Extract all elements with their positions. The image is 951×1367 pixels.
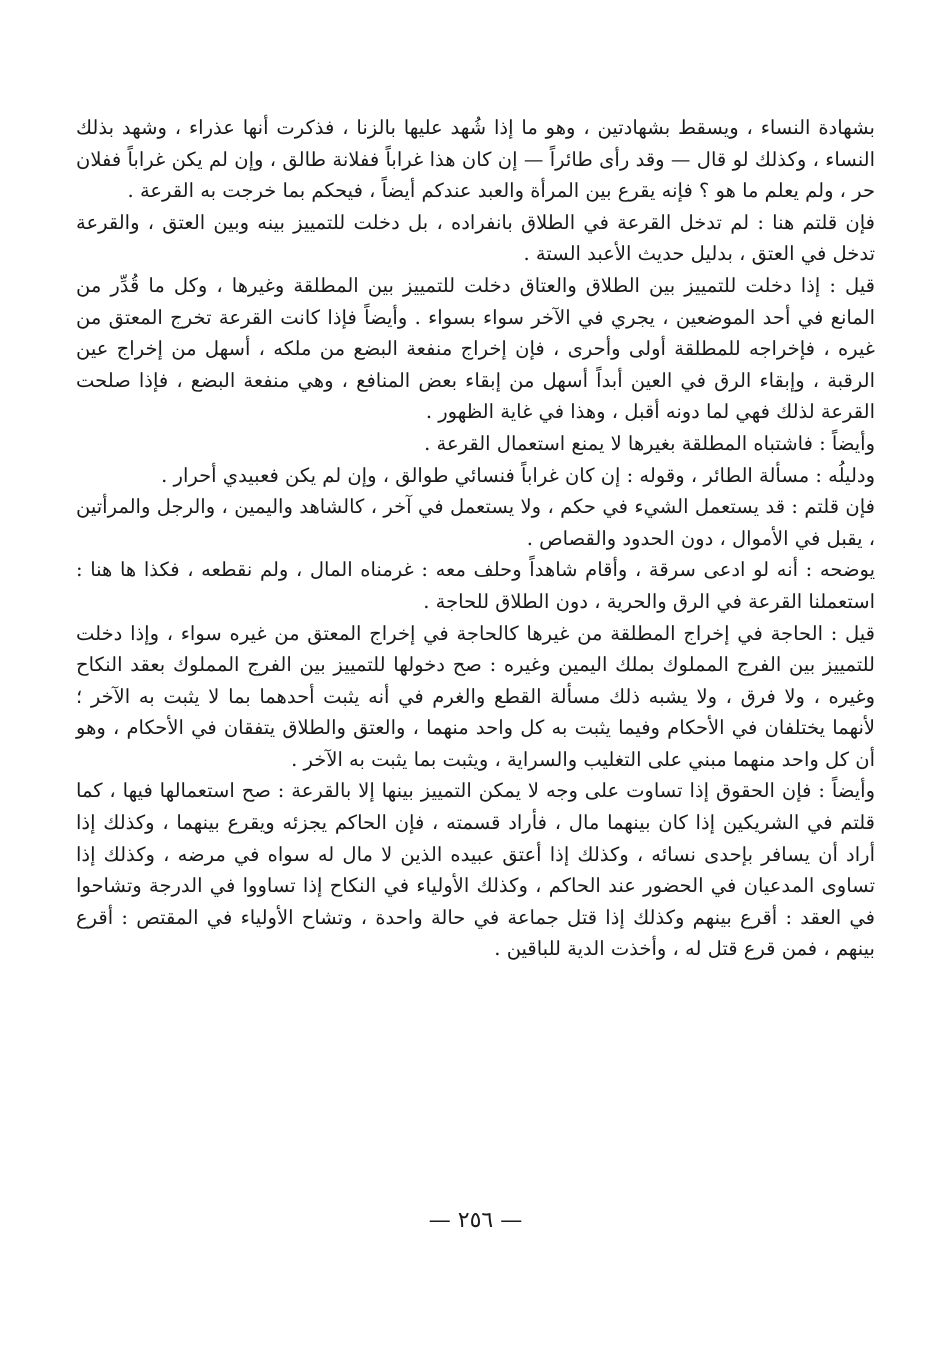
page-number: — ٢٥٦ — [428,1208,523,1233]
body-text [76,112,875,965]
paragraph-4: وأيضاً : فاشتباه المطلقة بغيرها لا يمنع استعمال القرعة . [424,431,875,455]
paragraph-3: قيل : إذا دخلت للتمييز بين الطلاق والعتاق دخلت للتمييز بين المطلقة وغيرها ، وكل ما قُدِّر من المانع في أحد الموضعين ، يجري في الآخر سواء بسواء . وأيضاً فإذا كانت القرعة تخرج المعتق من غيره ، فإخراجه للمطلقة أولى وأحرى ، فإن إخراج منفعة البضع من ملكه ، أسهل من إخراج عين الرقبة ، وإبقاء الرق في العين أبداً أسهل من إبقاء بعض المنافع ، وهي منفعة البضع ، فإذا صلحت القرعة لذلك فهي لما دونه أقبل ، وهذا في غاية الظهور . [76,273,875,424]
paragraph-2: فإن قلتم هنا : لم تدخل القرعة في الطلاق بانفراده ، بل دخلت للتمييز بينه وبين العتق ، والقرعة تدخل في العتق ، بدليل حديث الأعبد الستة . [76,210,875,266]
paragraph-6: فإن قلتم : قد يستعمل الشيء في حكم ، ولا يستعمل في آخر ، كالشاهد واليمين ، والرجل والمرأتين ، يقبل في الأموال ، دون الحدود والقصاص . [76,495,875,550]
paragraph-8: قيل : الحاجة في إخراج المطلقة من غيرها كالحاجة في إخراج المعتق من غيره سواء ، وإذا دخلت للتمييز بين الفرج المملوك بملك اليمين وغيره : صح دخولها للتمييز بين الفرج المملوك بعقد النكاح وغيره ، ولا فرق ، ولا يشبه ذلك مسألة القطع والغرم في أنه يثبت أحدهما بما لا يثبت به الآخر ؛ لأنهما يختلفان في الأحكام وفيما يثبت به كل واحد منهما ، والعتق والطلاق يتفقان في الأحكام ، وهو أن كل واحد منهما مبني على التغليب والسراية ، ويثبت بما يثبت به الآخر . [76,621,875,771]
paragraph-1: بشهادة النساء ، ويسقط بشهادتين ، وهو ما إذا شُهد عليها بالزنا ، فذكرت أنها عذراء ، وشهد بذلك النساء ، وكذلك لو قال — وقد رأى طائراً — إن كان هذا غراباً ففلانة طالق ، وإن لم يكن غراباً ففلان حر ، ولم يعلم ما هو ؟ فإنه يقرع بين المرأة والعبد عندكم أيضاً ، فيحكم بما خرجت به القرعة . [76,116,875,203]
paragraph-9: وأيضاً : فإن الحقوق إذا تساوت على وجه لا يمكن التمييز بينها إلا بالقرعة : صح استعمالها فيها ، كما قلتم في الشريكين إذا كان بينهما مال ، فأراد قسمته ، فإن الحاكم يجزئه ويقرع بينهما ، وكذلك إذا أراد أن يسافر بإحدى نسائه ، وكذلك إذا أعتق عبيده الذين لا مال له سواه في مرضه ، وكذلك إذا تساوى المدعيان في الحضور عند الحاكم ، وكذلك الأولياء في النكاح إذا تساووا في الدرجة وتشاحوا في العقد : أقرع بينهم وكذلك إذا قتل جماعة في حالة واحدة ، وتشاح الأولياء في المقتص : أقرع بينهم ، فمن قرع قتل له ، وأخذت الدية للباقين . [76,779,875,961]
paragraph-5: ودليلُه : مسألة الطائر ، وقوله : إن كان غراباً فنسائي طوالق ، وإن لم يكن فعبيدي أحرار . [161,463,875,487]
paragraph-7: يوضحه : أنه لو ادعى سرقة ، وأقام شاهداً وحلف معه : غرمناه المال ، ولم نقطعه ، فكذا ها هنا : استعملنا القرعة في الرق والحرية ، دون الطلاق للحاجة . [76,558,875,613]
